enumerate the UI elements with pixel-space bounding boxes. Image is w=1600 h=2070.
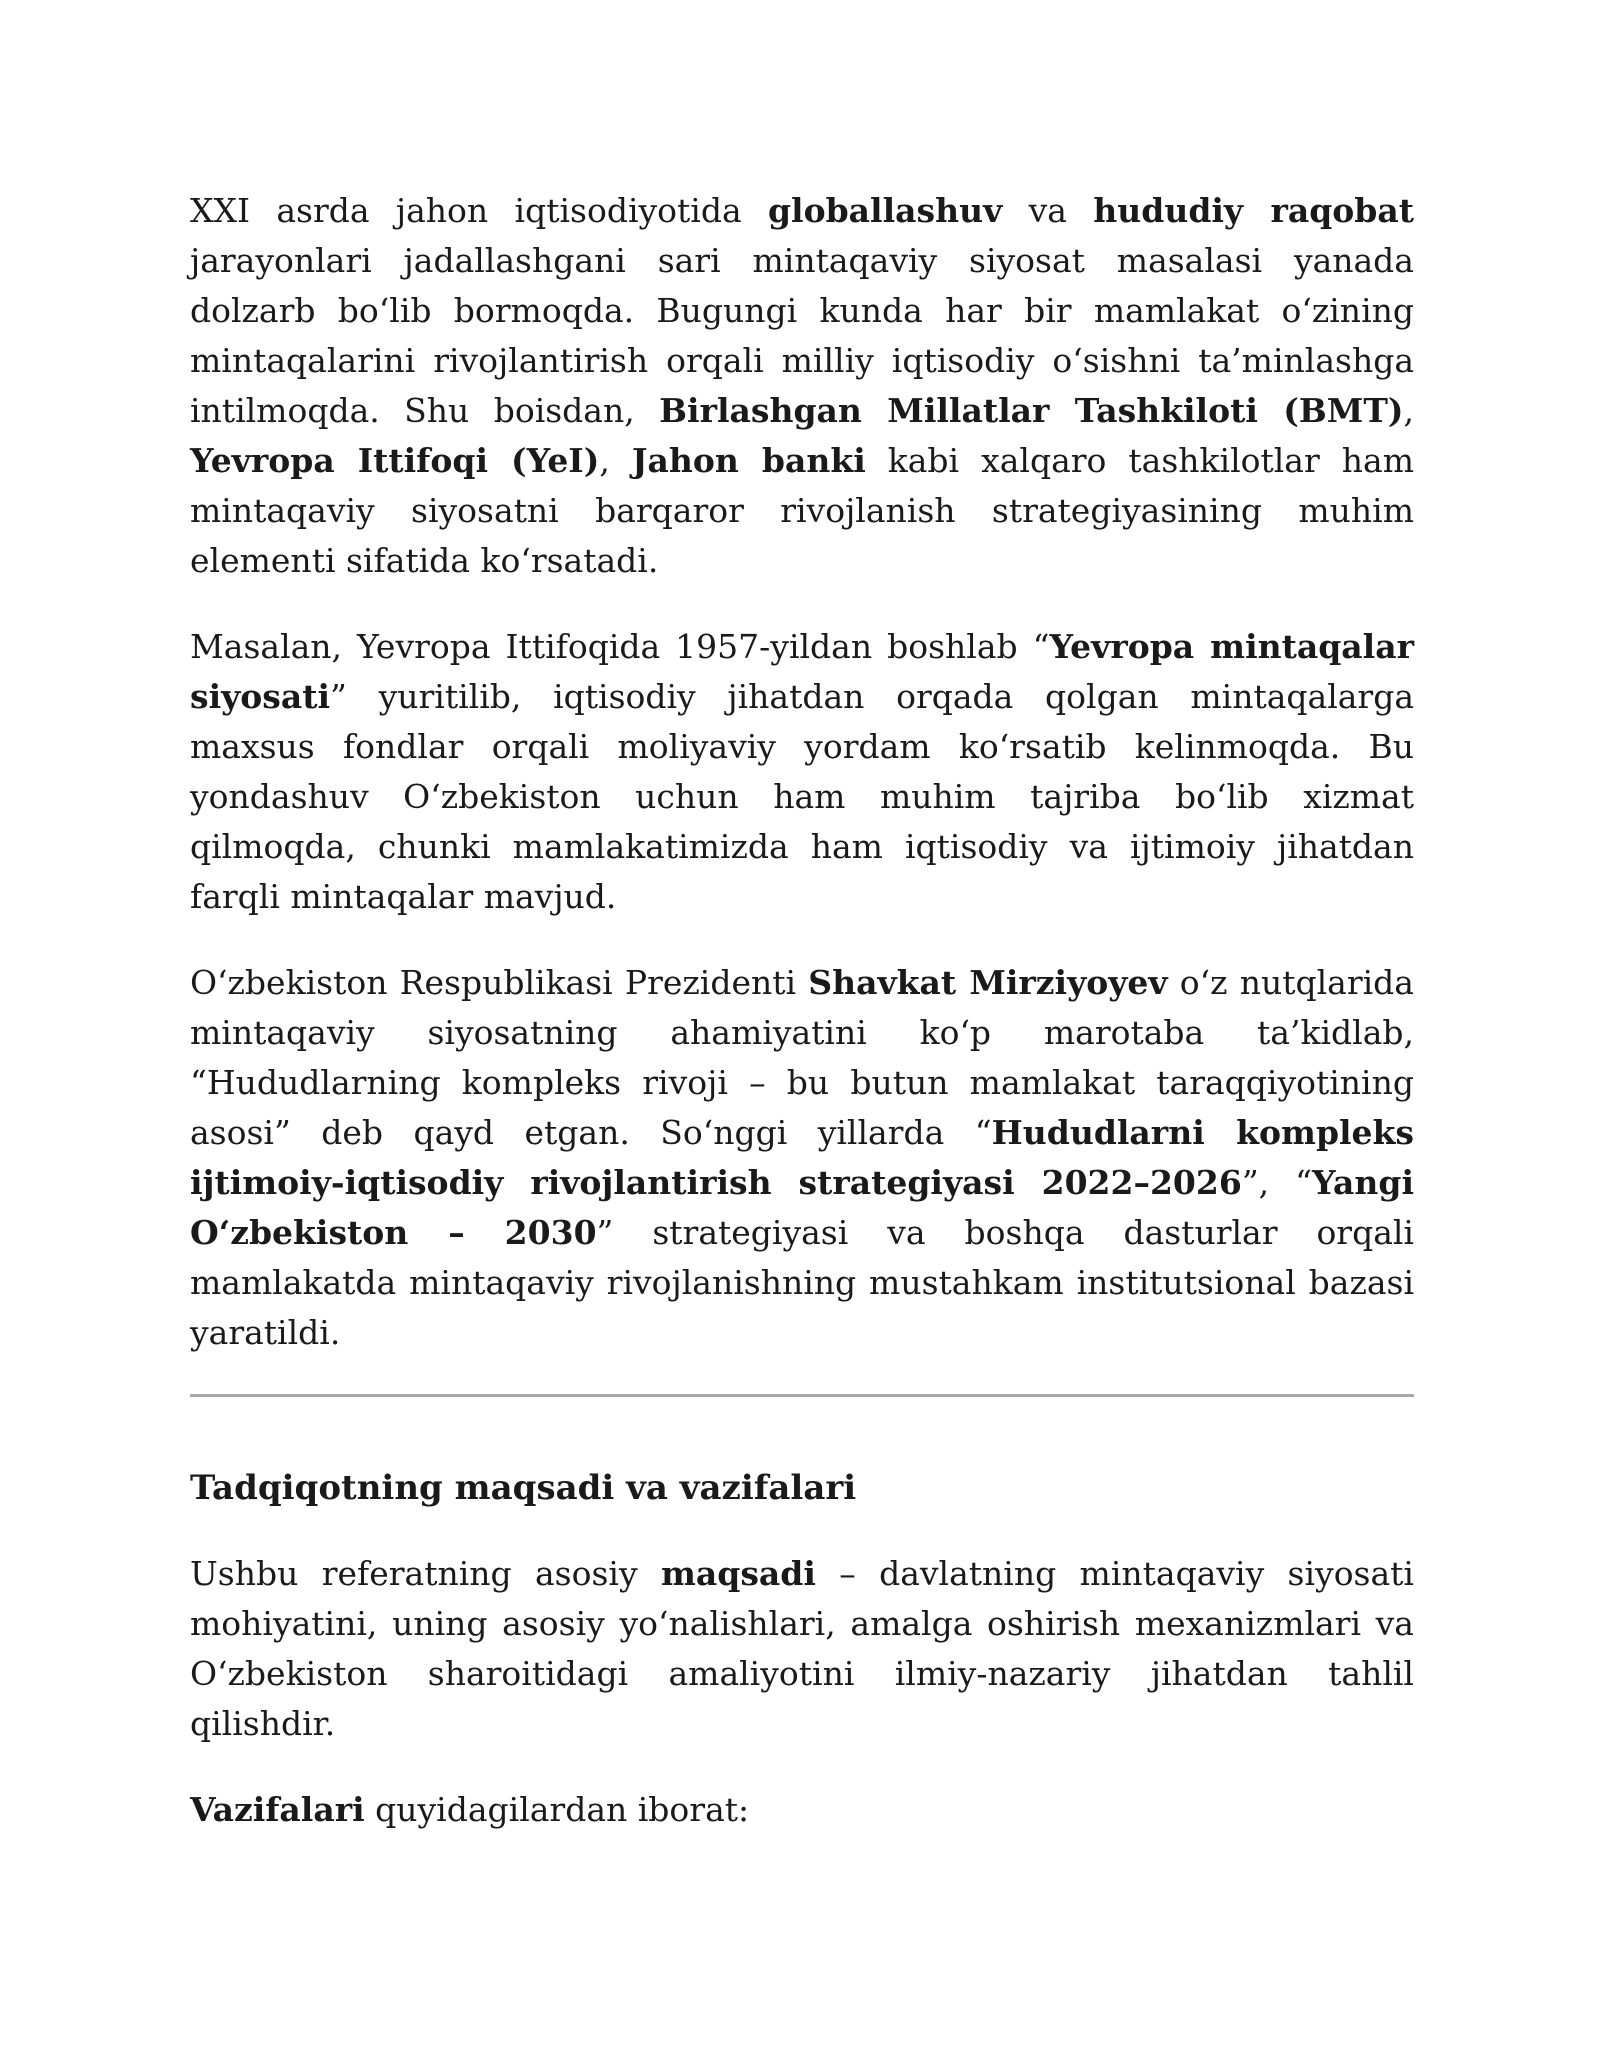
bold-text: globallashuv — [767, 191, 1003, 230]
section-body — [190, 1549, 1414, 1835]
paragraph — [190, 1785, 1414, 1835]
paragraph — [190, 958, 1414, 1358]
paragraph — [190, 186, 1414, 586]
text-segment: , — [599, 441, 632, 480]
bold-text: Yangi O‘zbekiston – 2030 — [190, 1163, 1414, 1252]
bold-text: Yevropa Ittifoqi (YeI) — [190, 441, 600, 480]
text-segment: O‘zbekiston Respublikasi Prezidenti — [190, 963, 809, 1002]
bold-text: maqsadi — [660, 1554, 816, 1593]
text-segment: jarayonlari jadallashgani sari mintaqaviy siyosat masalasi yanada dolzarb bo‘lib bormoqda. Bugungi kunda har bir mamlakat o‘zining mintaqalarini rivojlantirish orqali milliy iqtisodiy o‘sishni ta’minlashga intilmoqda. Shu boisdan, — [190, 241, 1414, 430]
text-segment: ” yuritilib, iqtisodiy jihatdan orqada qolgan mintaqalarga maxsus fondlar orqali moliyaviy yordam ko‘rsatib kelinmoqda. Bu yondashuv O‘zbekiston uchun ham muhim tajriba bo‘lib xizmat qilmoqda, chunki mamlakatimizda ham iqtisodiy va ijtimoiy jihatdan farqli mintaqalar mavjud. — [190, 677, 1414, 916]
section-title: Tadqiqotning maqsadi va vazifalari — [190, 1468, 857, 1508]
intro-paragraphs — [190, 186, 1414, 1358]
bold-text: Yevropa mintaqalar siyosati — [190, 627, 1414, 716]
text-segment: , — [1403, 391, 1414, 430]
text-segment: quyidagilardan iborat: — [364, 1790, 750, 1829]
paragraph — [190, 622, 1414, 922]
text-segment: Masalan, Yevropa Ittifoqida 1957-yildan boshlab “ — [190, 627, 1050, 666]
text-segment: Ushbu referatning asosiy — [190, 1554, 661, 1593]
text-segment: va — [1002, 191, 1094, 230]
text-segment: – davlatning mintaqaviy siyosati mohiyatini, uning asosiy yo‘nalishlari, amalga oshirish mexanizmlari va O‘zbekiston sharoitidagi amaliyotini ilmiy-nazariy jihatdan tahlil qilishdir. — [190, 1554, 1414, 1743]
document-page — [190, 186, 1414, 1871]
paragraph — [190, 1549, 1414, 1749]
text-segment: ” strategiyasi va boshqa dasturlar orqali mamlakatda mintaqaviy rivojlanishning mustahkam institutsional bazasi yaratildi. — [190, 1213, 1414, 1352]
section-divider — [190, 1394, 1414, 1397]
bold-text: hududiy raqobat — [1093, 191, 1414, 230]
bold-text: Shavkat Mirziyoyev — [808, 963, 1168, 1002]
text-segment: ”, “ — [1241, 1163, 1313, 1202]
bold-text: Jahon banki — [631, 441, 866, 480]
bold-text: Hududlarni kompleks ijtimoiy-iqtisodiy rivojlantirish strategiyasi 2022–2026 — [190, 1113, 1414, 1202]
bold-text: Birlashgan Millatlar Tashkiloti (BMT) — [659, 391, 1404, 430]
text-segment: kabi xalqaro tashkilotlar ham mintaqaviy siyosatni barqaror rivojlanish strategiyasining muhim elementi sifatida ko‘rsatadi. — [190, 441, 1414, 580]
text-segment: XXI asrda jahon iqtisodiyotida — [190, 191, 768, 230]
text-segment: o‘z nutqlarida mintaqaviy siyosatning ahamiyatini ko‘p marotaba ta’kidlab, “Hududlarning kompleks rivoji – bu butun mamlakat taraqqiyotining asosi” deb qayd etgan. So‘nggi yillarda “ — [190, 963, 1414, 1152]
bold-text: Vazifalari — [190, 1790, 365, 1829]
